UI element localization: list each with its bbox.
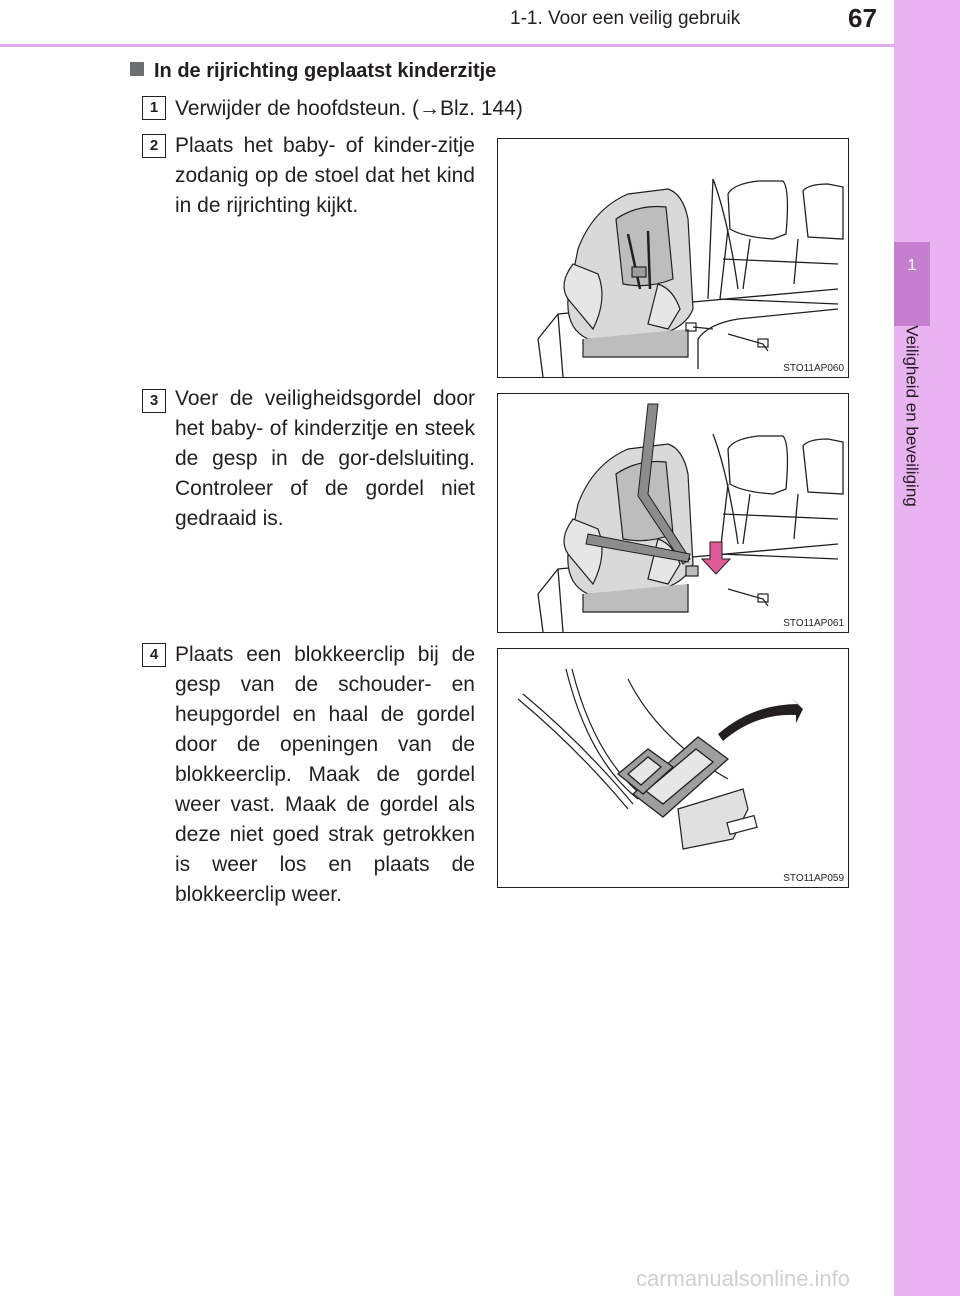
side-tab bbox=[894, 0, 960, 1296]
step-text-3: Voer de veiligheidsgordel door het baby- of kinderzitje en steek de gesp in de gor-delsluiting. Controleer of de gordel niet gedraaid is. bbox=[175, 387, 475, 530]
child-seat-on-rear-seat-image bbox=[498, 139, 848, 377]
illustration-code: STO11AP061 bbox=[783, 618, 844, 629]
step-number-2: 2 bbox=[142, 134, 166, 158]
step-number-4: 4 bbox=[142, 643, 166, 667]
running-header: 1-1. Voor een veilig gebruik bbox=[510, 8, 741, 29]
header-rule bbox=[0, 44, 894, 47]
curved-arrow-icon bbox=[718, 697, 803, 741]
step-text-1: Verwijder de hoofdsteun. (→Blz. 144) bbox=[175, 97, 523, 120]
page-number: 67 bbox=[848, 3, 877, 33]
illustration-code: STO11AP059 bbox=[783, 873, 844, 884]
step-number-3: 3 bbox=[142, 389, 166, 413]
arrow-down-icon bbox=[702, 542, 730, 574]
illustration-front-facing-seat bbox=[497, 138, 849, 378]
chapter-number: 1 bbox=[907, 257, 917, 274]
section-title bbox=[130, 60, 496, 83]
section-title-text: In de rijrichting geplaatst kinderzitje bbox=[154, 60, 497, 82]
step-text-4: Plaats een blokkeerclip bij de gesp van de schouder- en heupgordel en haal de gordel door de openingen van de blokkeerclip. Maak de gordel weer vast. Maak de gordel als deze niet goed strak getrokken is weer los en plaats de blokkeerclip weer. bbox=[175, 643, 475, 906]
watermark: carmanualsonline.info bbox=[636, 1266, 851, 1291]
step-number-1: 1 bbox=[142, 96, 166, 120]
illustration-belt-routing bbox=[497, 393, 849, 633]
chapter-label: Veiligheid en beveiliging bbox=[903, 325, 923, 507]
belt-through-seat-image bbox=[498, 394, 848, 632]
locking-clip-image bbox=[498, 649, 848, 887]
chapter-label-wrap bbox=[898, 296, 926, 536]
illustration-code: STO11AP060 bbox=[783, 363, 844, 374]
illustration-locking-clip bbox=[497, 648, 849, 888]
step-text-2: Plaats het baby- of kinder-zitje zodanig op de stoel dat het kind in de rijrichting kijkt. bbox=[175, 134, 475, 217]
square-bullet-icon bbox=[130, 62, 144, 76]
